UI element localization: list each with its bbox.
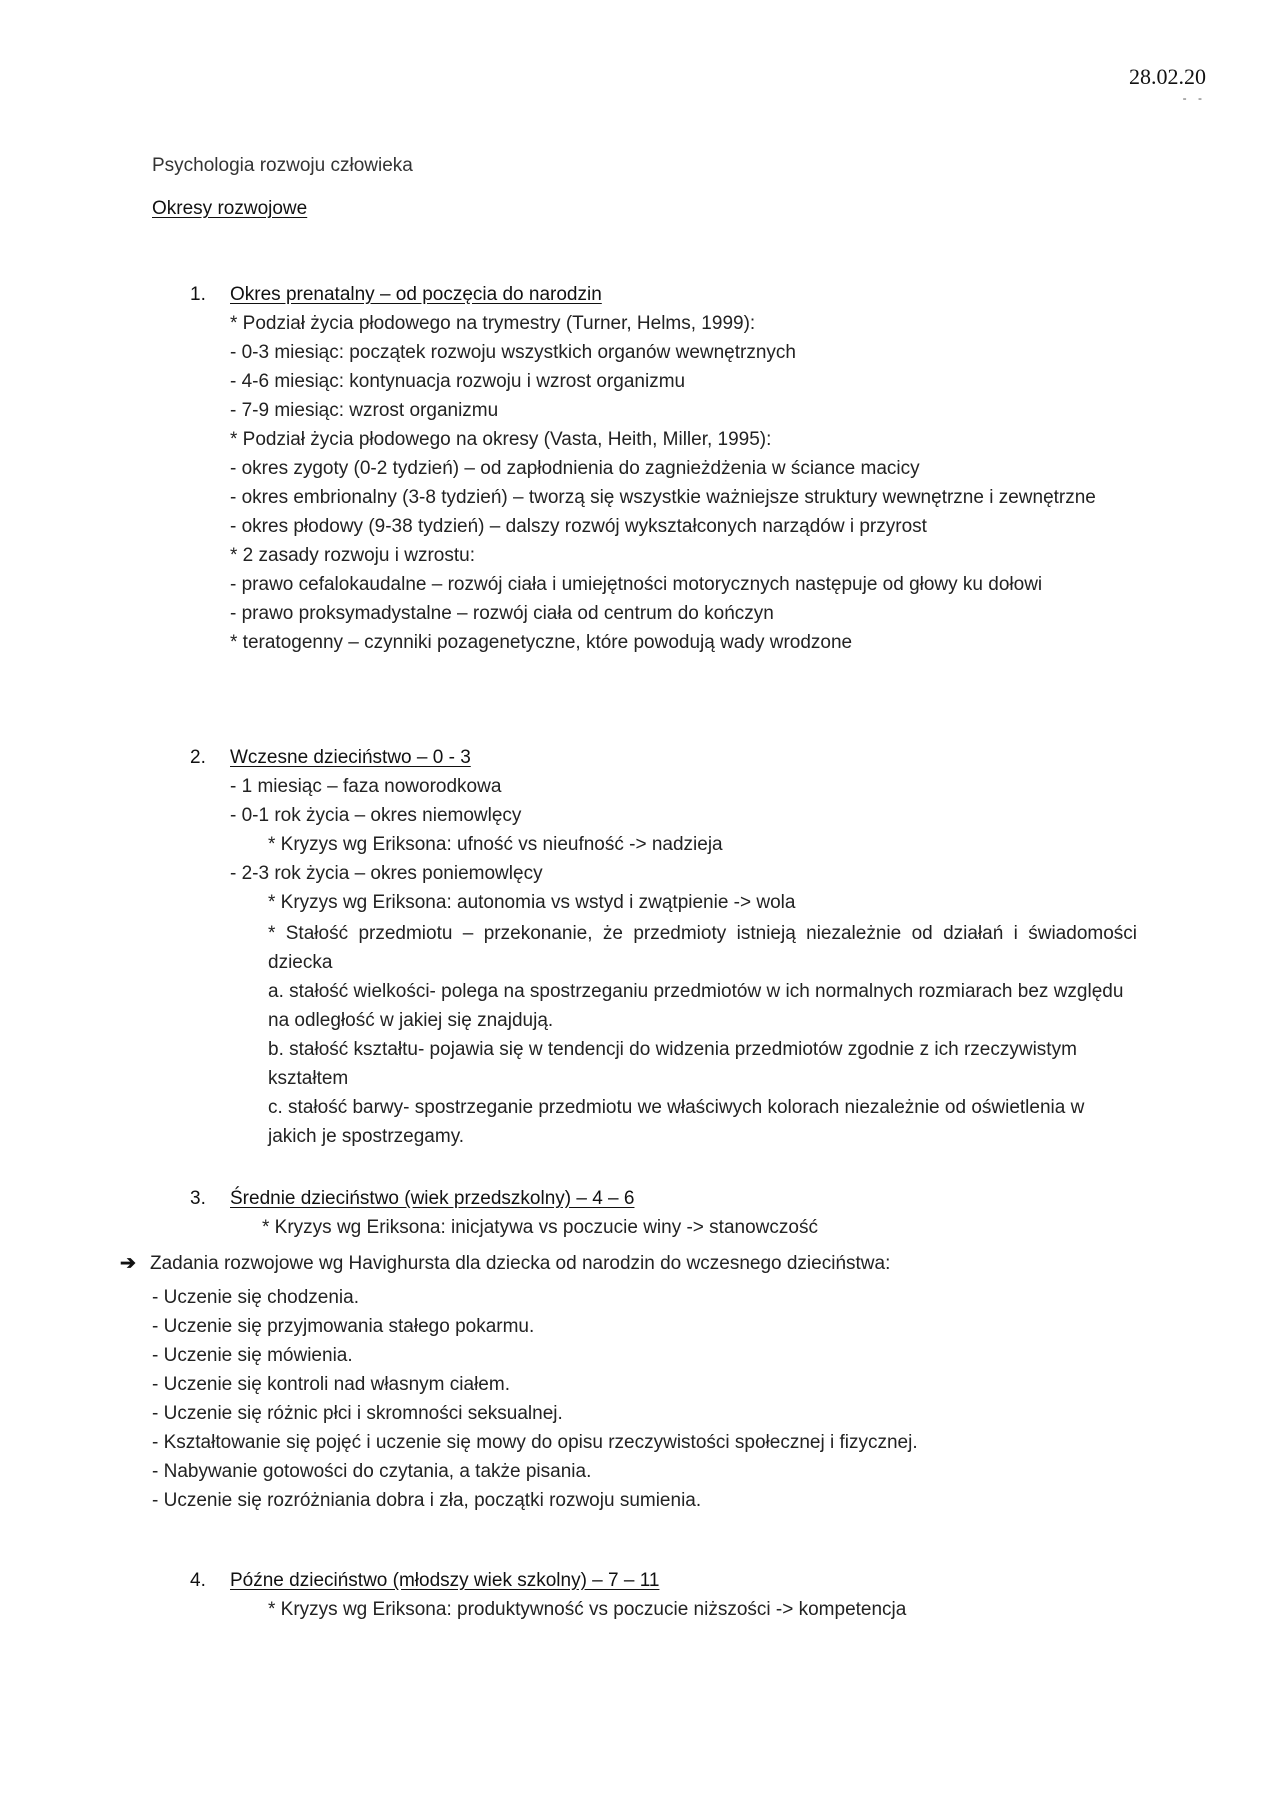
- section-line: * Kryzys wg Eriksona: inicjatywa vs poczucie winy -> stanowczość: [262, 1217, 818, 1238]
- section-early-childhood: [152, 743, 1137, 1151]
- section-line: - okres embrionalny (3-8 tydzień) – tworzą się wszystkie ważniejsze struktury wewnętrzne i zewnętrzne: [230, 487, 1096, 508]
- section-number: 2.: [190, 747, 206, 768]
- section-line: - 4-6 miesiąc: kontynuacja rozwoju i wzrost organizmu: [230, 371, 686, 392]
- section-line: - prawo cefalokaudalne – rozwój ciała i umiejętności motorycznych następuje od głowy ku dołowi: [230, 574, 1043, 595]
- section-line: - 0-1 rok życia – okres niemowlęcy: [230, 805, 522, 826]
- section-heading: Późne dzieciństwo (młodszy wiek szkolny) – 7 – 11: [230, 1570, 660, 1591]
- list-item: - Uczenie się chodzenia.: [152, 1287, 359, 1308]
- section-title: [152, 1184, 1137, 1213]
- section-middle-childhood: [152, 1184, 1137, 1242]
- section-line: * Podział życia płodowego na okresy (Vasta, Heith, Miller, 1995):: [230, 429, 772, 450]
- section-title: [152, 280, 1137, 309]
- date-marks: - -: [1182, 91, 1206, 105]
- section-title: [152, 1566, 1137, 1595]
- havighurst-intro: [120, 1249, 890, 1278]
- section-line: * 2 zasady rozwoju i wzrostu:: [230, 545, 475, 566]
- section-line: * Kryzys wg Eriksona: ufność vs nieufność -> nadzieja: [268, 834, 723, 855]
- section-number: 1.: [190, 284, 206, 305]
- list-item: - Nabywanie gotowości do czytania, a także pisania.: [152, 1461, 592, 1482]
- section-line: a. stałość wielkości- polega na spostrzeganiu przedmiotów w ich normalnych rozmiarach bez względu na odległość w jakiej się znajdują.: [268, 981, 1124, 1031]
- list-item: - Uczenie się przyjmowania stałego pokarmu.: [152, 1316, 535, 1337]
- section-line: c. stałość barwy- spostrzeganie przedmiotu we właściwych kolorach niezależnie od oświetlenia w jakich je spostrzegamy.: [268, 1097, 1085, 1147]
- section-line: * Podział życia płodowego na trymestry (Turner, Helms, 1999):: [230, 313, 756, 334]
- section-line: - 0-3 miesiąc: początek rozwoju wszystkich organów wewnętrznych: [230, 342, 796, 363]
- section-line: - prawo proksymadystalne – rozwój ciała od centrum do kończyn: [230, 603, 774, 624]
- havighurst-intro-text: Zadania rozwojowe wg Havighursta dla dziecka od narodzin do wczesnego dzieciństwa:: [150, 1253, 891, 1274]
- section-heading: Średnie dzieciństwo (wiek przedszkolny) – 4 – 6: [230, 1188, 635, 1209]
- document-date: 28.02.20: [1129, 64, 1206, 89]
- section-line: * Kryzys wg Eriksona: produktywność vs poczucie niższości -> kompetencja: [268, 1599, 907, 1620]
- section-line: - okres zygoty (0-2 tydzień) – od zapłodnienia do zagnieżdżenia w ściance macicy: [230, 458, 920, 479]
- section-line: - 7-9 miesiąc: wzrost organizmu: [230, 400, 499, 421]
- section-prenatal: [152, 280, 1137, 657]
- section-heading: Wczesne dzieciństwo – 0 - 3: [230, 747, 471, 768]
- section-line: b. stałość kształtu- pojawia się w tendencji do widzenia przedmiotów zgodnie z ich rzeczywistym kształtem: [268, 1039, 1077, 1089]
- list-item: - Uczenie się rozróżniania dobra i zła, początki rozwoju sumienia.: [152, 1490, 702, 1511]
- section-line: - okres płodowy (9-38 tydzień) – dalszy rozwój wykształconych narządów i przyrost: [230, 516, 927, 537]
- section-number: 3.: [190, 1188, 206, 1209]
- section-title: [152, 743, 1137, 772]
- section-line: - 1 miesiąc – faza noworodkowa: [230, 776, 502, 797]
- havighurst-task-list: [152, 1283, 918, 1515]
- section-heading: Okres prenatalny – od poczęcia do narodzin: [230, 284, 602, 305]
- list-item: - Uczenie się różnic płci i skromności seksualnej.: [152, 1403, 563, 1424]
- list-item: - Uczenie się kontroli nad własnym ciałem.: [152, 1374, 510, 1395]
- list-item: - Kształtowanie się pojęć i uczenie się mowy do opisu rzeczywistości społecznej i fizycznej.: [152, 1432, 918, 1453]
- section-line: * Stałość przedmiotu – przekonanie, że przedmioty istnieją niezależnie od działań i świadomości dziecka: [268, 923, 1137, 973]
- section-line: * teratogenny – czynniki pozagenetyczne, które powodują wady wrodzone: [230, 632, 853, 653]
- section-line: * Kryzys wg Eriksona: autonomia vs wstyd i zwątpienie -> wola: [268, 892, 796, 913]
- main-heading: Okresy rozwojowe: [152, 198, 308, 219]
- section-line: - 2-3 rok życia – okres poniemowlęcy: [230, 863, 543, 884]
- section-late-childhood: [152, 1566, 1137, 1624]
- document-subject: Psychologia rozwoju człowieka: [152, 155, 413, 176]
- list-item: - Uczenie się mówienia.: [152, 1345, 353, 1366]
- arrow-right-icon: ➔: [120, 1253, 136, 1274]
- section-number: 4.: [190, 1570, 206, 1591]
